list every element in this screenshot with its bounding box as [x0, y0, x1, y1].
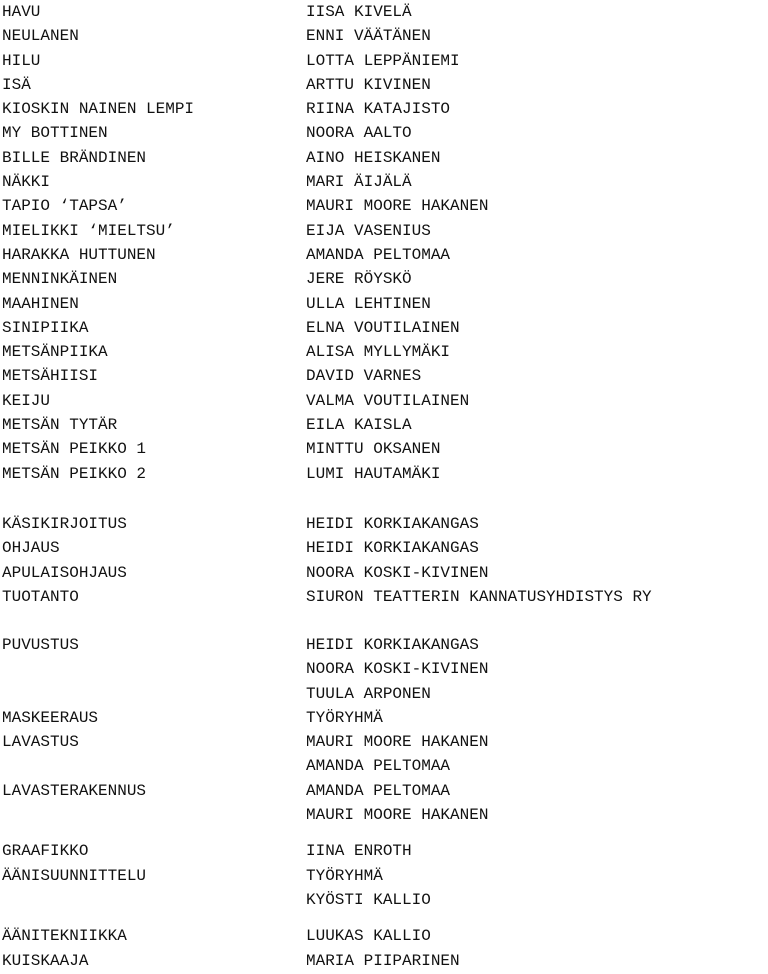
- credit-row: [0, 803, 768, 827]
- credit-row: [0, 0, 768, 24]
- credit-person: AINO HEISKANEN: [306, 148, 441, 167]
- credit-person: ULLA LEHTINEN: [306, 294, 431, 313]
- credit-person: LUMI HAUTAMÄKI: [306, 464, 441, 483]
- credit-role: HAVU: [2, 3, 41, 21]
- credit-row: [0, 657, 768, 681]
- credit-role: SINIPIIKA: [2, 318, 89, 337]
- credit-row: [0, 462, 768, 486]
- credit-row: [0, 730, 768, 754]
- credit-role: NÄKKI: [2, 173, 51, 192]
- credit-row: [0, 340, 768, 364]
- credit-person: KYÖSTI KALLIO: [306, 890, 431, 909]
- credit-row: [0, 73, 768, 97]
- credit-person: LOTTA LEPPÄNIEMI: [306, 51, 460, 70]
- credit-person: SIURON TEATTERIN KANNATUSYHDISTYS RY: [306, 587, 652, 606]
- credit-row: [0, 49, 768, 73]
- credit-role: KUISKAAJA: [2, 951, 89, 970]
- credit-person: DAVID VARNES: [306, 367, 422, 386]
- credit-row: [0, 364, 768, 388]
- credit-role: HARAKKA HUTTUNEN: [2, 245, 156, 264]
- credit-row: [0, 389, 768, 413]
- credit-row: [0, 585, 768, 609]
- credit-row: [0, 561, 768, 585]
- credit-role: KIOSKIN NAINEN LEMPI: [2, 100, 195, 119]
- credit-person: ENNI VÄÄTÄNEN: [306, 27, 431, 46]
- credit-row: [0, 949, 768, 973]
- credit-person: MAURI MOORE HAKANEN: [306, 806, 489, 825]
- credit-person: AMANDA PELTOMAA: [306, 757, 451, 776]
- credit-role: ÄÄNISUUNNITTELU: [2, 866, 147, 885]
- credit-role: NEULANEN: [2, 27, 79, 46]
- credit-person: AMANDA PELTOMAA: [306, 245, 451, 264]
- credit-person: NOORA KOSKI-KIVINEN: [306, 563, 489, 582]
- credit-role: HILU: [2, 51, 41, 70]
- credit-row: [0, 316, 768, 340]
- production-list: [0, 512, 768, 609]
- credit-row: [0, 864, 768, 888]
- credit-row: [0, 267, 768, 291]
- credit-person: AMANDA PELTOMAA: [306, 781, 451, 800]
- credit-role: OHJAUS: [2, 539, 60, 558]
- credit-row: [0, 924, 768, 948]
- credit-role: ISÄ: [2, 75, 31, 94]
- credit-person: TUULA ARPONEN: [306, 684, 431, 703]
- credit-person: ELNA VOUTILAINEN: [306, 318, 460, 337]
- credit-row: [0, 243, 768, 267]
- credit-person: VALMA VOUTILAINEN: [306, 391, 470, 410]
- credit-person: TYÖRYHMÄ: [306, 866, 383, 885]
- credit-row: [0, 97, 768, 121]
- credit-role: METSÄNPIIKA: [2, 343, 108, 362]
- crew-list: [0, 633, 768, 973]
- credit-role: PUVUSTUS: [2, 636, 79, 654]
- credit-row: [0, 219, 768, 243]
- credit-role: KEIJU: [2, 391, 51, 410]
- cast-list: [0, 0, 768, 486]
- credit-role: MY BOTTINEN: [2, 124, 108, 143]
- credit-role: MENNINKÄINEN: [2, 270, 118, 289]
- credit-row: [0, 839, 768, 863]
- credit-person: NOORA KOSKI-KIVINEN: [306, 660, 489, 679]
- credit-role: MIELIKKI ‘MIELTSU’: [2, 221, 175, 240]
- credit-row: [0, 754, 768, 778]
- credit-role: MAAHINEN: [2, 294, 79, 313]
- credit-person: JERE RÖYSKÖ: [306, 270, 412, 289]
- credit-person: MINTTU OKSANEN: [306, 440, 441, 459]
- credit-role: APULAISOHJAUS: [2, 563, 127, 582]
- credit-person: IISA KIVELÄ: [306, 3, 412, 21]
- credit-person: NOORA AALTO: [306, 124, 412, 143]
- credit-role: MASKEERAUS: [2, 708, 99, 727]
- credit-row: [0, 194, 768, 218]
- credit-role: METSÄHIISI: [2, 367, 99, 386]
- credit-row: [0, 24, 768, 48]
- credit-person: MARIA PIIPARINEN: [306, 951, 460, 970]
- credit-role: TUOTANTO: [2, 587, 79, 606]
- credit-person: IINA ENROTH: [306, 842, 412, 861]
- credit-person: RIINA KATAJISTO: [306, 100, 451, 119]
- credit-person: ARTTU KIVINEN: [306, 75, 431, 94]
- credit-person: EIJA VASENIUS: [306, 221, 431, 240]
- credit-person: MAURI MOORE HAKANEN: [306, 197, 489, 216]
- credit-row: [0, 170, 768, 194]
- credit-row: [0, 413, 768, 437]
- credit-role: KÄSIKIRJOITUS: [2, 515, 127, 533]
- credit-person: TYÖRYHMÄ: [306, 708, 383, 727]
- credit-person: HEIDI KORKIAKANGAS: [306, 515, 479, 533]
- credit-row: [0, 888, 768, 912]
- credit-role: METSÄN TYTÄR: [2, 416, 118, 435]
- credit-row: [0, 512, 768, 536]
- credit-role: TAPIO ‘TAPSA’: [2, 197, 127, 216]
- credit-role: ÄÄNITEKNIIKKA: [2, 927, 127, 946]
- credit-role: METSÄN PEIKKO 2: [2, 464, 147, 483]
- credit-person: MARI ÄIJÄLÄ: [306, 173, 412, 192]
- credit-row: [0, 292, 768, 316]
- credit-person: ALISA MYLLYMÄKI: [306, 343, 451, 362]
- credit-person: HEIDI KORKIAKANGAS: [306, 636, 479, 654]
- credit-role: GRAAFIKKO: [2, 842, 89, 861]
- credit-role: LAVASTERAKENNUS: [2, 781, 147, 800]
- credit-person: MAURI MOORE HAKANEN: [306, 733, 489, 752]
- credit-row: [0, 146, 768, 170]
- credit-row: [0, 706, 768, 730]
- credit-person: HEIDI KORKIAKANGAS: [306, 539, 479, 558]
- credit-row: [0, 682, 768, 706]
- credit-person: LUUKAS KALLIO: [306, 927, 431, 946]
- credit-role: METSÄN PEIKKO 1: [2, 440, 147, 459]
- credit-person: EILA KAISLA: [306, 416, 412, 435]
- credit-row: [0, 779, 768, 803]
- credit-role: LAVASTUS: [2, 733, 79, 752]
- credit-row: [0, 437, 768, 461]
- credit-row: [0, 121, 768, 145]
- credit-row: [0, 536, 768, 560]
- credit-row: [0, 633, 768, 657]
- credit-role: BILLE BRÄNDINEN: [2, 148, 147, 167]
